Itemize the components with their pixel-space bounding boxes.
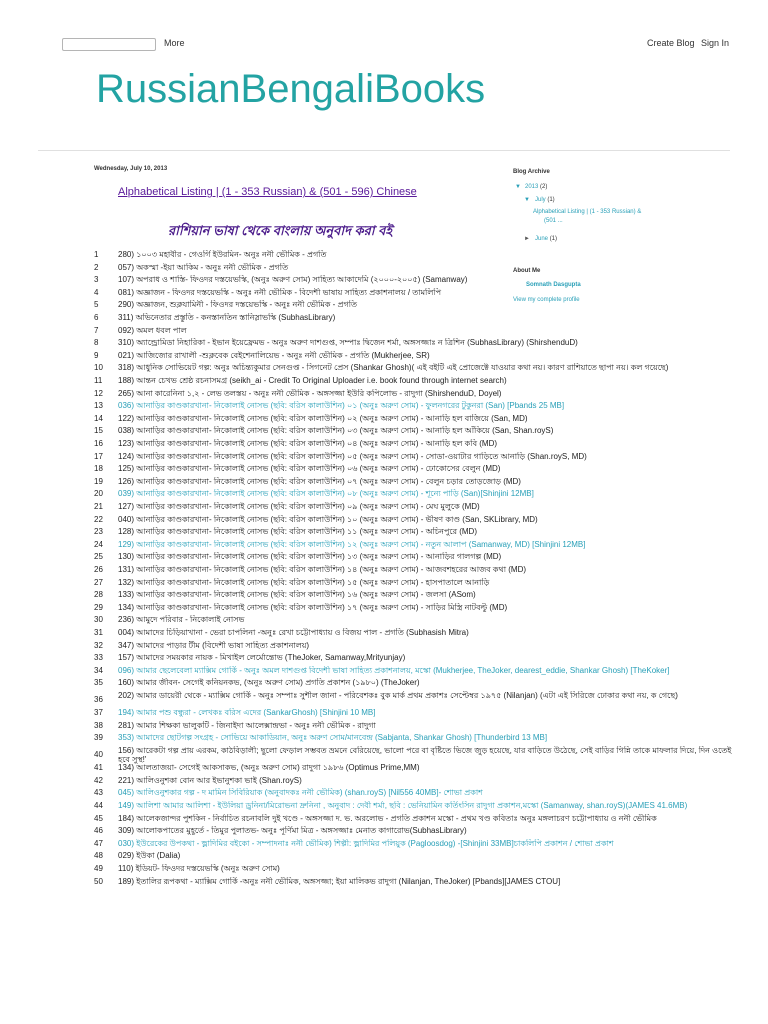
book-entry: 128) আনাড়ির কাণ্ডকারখানা- নিকোলাই নোসভ (ছবি: বরিস কালাউশিন) ১১ (অনুঃ অরুণ সোম) - অচিনপুরে (MD) — [118, 527, 477, 537]
row-number: 21 — [94, 502, 103, 511]
row-number: 9 — [94, 350, 99, 360]
row-number: 37 — [94, 708, 103, 718]
book-entry: 184) আলেকজান্দর পুশকিন - নির্বাচিত রচনাবলি দুই খণ্ডে - অঙ্গসজ্জা দ. ভ. অরলোভ - প্রগতি প্রকাশন মস্কো - প্রথম খণ্ড কবিতাঃ অনুঃ মঙ্গলাচরণ চট্টোপাধ্যায় ও ননী ভৌমিক — [118, 813, 657, 823]
create-blog-link[interactable]: Create Blog — [647, 38, 695, 48]
book-entry: 057) অকস্মা -ইয়া আকিম - অনুঃ ননী ভৌমিক - প্রগতি — [118, 262, 289, 272]
post-title[interactable]: Alphabetical Listing | (1 - 353 Russian) & (501 - 596) Chinese — [118, 186, 417, 198]
row-number: 38 — [94, 720, 103, 730]
row-number: 39 — [94, 733, 103, 743]
collapse-month-icon[interactable]: ► — [524, 236, 530, 242]
row-number: 45 — [94, 813, 103, 823]
book-entry: 038) আনাড়ির কাণ্ডকারখানা- নিকোলাই নোসভ (ছবি: বরিস কালাউশিন) ০৩ (অনুঃ অরুণ সোম) - আনাড়ি হল আঁকিয়ে (San, Shan.royS) — [118, 426, 554, 436]
row-number: 20 — [94, 489, 103, 499]
book-entry: 160) আমার জীবন- সেগেই কনিয়নকভ, (অনুঃ অরুণ সোম) প্রগতি প্রকাশন (১৯৮০) (TheJoker) — [118, 678, 420, 688]
archive-month-june[interactable] — [535, 236, 557, 242]
about-me-heading: About Me — [513, 268, 541, 274]
book-entry: 318) আধুনিক সোভিয়েট গল্প: অনুঃ অচিন্ত্যকুমার সেনগুপ্ত - সিগনেট প্রেস (Shankar Ghosh)( এই বইটি এই প্রোজেক্টে যাওয়ার কথা নয়। কারণ রাশিয়াতে ছাপা নয়। কল গয়েছে) — [118, 363, 669, 373]
book-entry: 311) অভিনেতার প্রস্তুতি - কনস্তানতিন স্তানিস্লাভস্কি (SubhasLibrary) — [118, 313, 336, 322]
book-entry: 092) অমল ধবল পাল — [118, 325, 187, 335]
row-number: 48 — [94, 851, 103, 861]
row-number: 25 — [94, 552, 103, 562]
book-link[interactable]: 096) আমার ছেলেবেলা ম্যাক্সিম গোর্কি - অনুঃ অমল দাশগুপ্ত বিদেশী ভাষা সাহিত্য প্রকাশনালয়, মস্কো (Mukherjee, TheJoker, dearest_eddie, Shankar Ghosh) [TheKoker] — [118, 665, 670, 675]
row-number: 42 — [94, 775, 103, 785]
row-number: 30 — [94, 615, 103, 625]
book-entry: 189) ইতালির রূপকথা - ম্যাক্সিম গোর্কি -অনুঃ ননী ভৌমিক, অঙ্গসজ্জা; ইয়া মালিকভ রাদুগা (Nilanjan, TheJoker) [Pbands][JAMES CTOU] — [118, 876, 561, 886]
book-entry: 202) আমার ডায়েরী থেকে - ম্যাক্সিম গোর্কি - অনুঃ সম্পাঃ সুশীল জানা - পরিবেশকঃ বুক মার্ক প্রথম প্রকাশঃ সেপ্টেম্বর ১৯৭৫ (Nilanjan) (এটা এই সিরিজে ঢোকার কথা নয়, ক গেছে) — [118, 691, 678, 700]
book-entry: 004) আমাদের চিড়িয়াখানা - ভেরা চাপলিনা -অনুঃ রেখা চট্টোপাধ্যায় ও বিজয় পাল - প্রগতি (Subhasish Mitra) — [118, 628, 469, 637]
profile-link[interactable]: View my complete profile — [513, 297, 580, 303]
row-number: 17 — [94, 451, 103, 461]
archive-month-july-label[interactable]: July — [535, 197, 546, 203]
book-link[interactable]: 036) আনাড়ির কাণ্ডকারখানা- নিকোলাই নোসভ (ছবি: বরিস কালাউশিন) ০১ (অনুঃ অরুণ সোম) - ফুলনগরের টুকুনরা (San) [Pbands 25 MB] — [118, 401, 565, 411]
blog-title[interactable]: RussianBengaliBooks — [96, 67, 486, 111]
book-entry: 134) আনাড়ির কাণ্ডকারখানা- নিকোলাই নোসভ (ছবি: বরিস কালাউশিন) ১৭ (অনুঃ অরুণ সোম) - সাড়ির মিস্ত্রি নাটবল্টু (MD) — [118, 602, 508, 612]
archive-month-july[interactable] — [535, 197, 555, 203]
book-entry: 157) আমাদের সময়কার নায়ক - মিখাইল লের্মোন্তোভ (TheJoker, Samanway,Mrityunjay) — [118, 653, 406, 663]
book-entry: 040) আনাড়ির কাণ্ডকারখানা- নিকোলাই নোসভ (ছবি: বরিস কালাউশিন) ১০ (অনুঃ অরুণ সোম) - ভীষণ কাণ্ড (San, SKLibrary, MD) — [118, 514, 538, 524]
book-entry: 236) আমুদে পরিবার - নিকোলাই নোসভ — [118, 615, 245, 625]
book-entry: 347) আমাদের পাড়ার টীম (বিদেশী ভাষা সাহিত্য প্রকাশনালয়) — [118, 640, 310, 650]
archive-heading: Blog Archive — [513, 169, 550, 175]
archive-month-june-label[interactable]: June — [535, 236, 549, 242]
book-link[interactable]: 129) আনাড়ির কাণ্ডকারখানা- নিকোলাই নোসভ (ছবি: বরিস কালাউশিন) ১২ (অনুঃ অরুণ সোম) - নতুন আলাপ (Samanway, MD) [Shinjini 12MB] — [118, 539, 586, 549]
archive-month-june-count: (1) — [549, 236, 558, 242]
book-entry: 132) আনাড়ির কাণ্ডকারখানা- নিকোলাই নোসভ (ছবি: বরিস কালাউশিন) ১৫ (অনুঃ অরুণ সোম) - হাসপাতালে আনাড়ি — [118, 577, 490, 587]
row-number: 46 — [94, 826, 103, 836]
archive-month-july-count: (1) — [547, 197, 555, 203]
book-entry: 125) আনাড়ির কাণ্ডকারখানা- নিকোলাই নোসভ (ছবি: বরিস কালাউশিন) ০৬ (অনুঃ অরুণ সোম) - ঢোকোসের বেলুন (MD) — [118, 464, 501, 474]
row-number: 28 — [94, 590, 103, 600]
row-number: 19 — [94, 476, 103, 486]
post-date: Wednesday, July 10, 2013 — [94, 166, 168, 172]
book-entry: 131) আনাড়ির কাণ্ডকারখানা- নিকোলাই নোসভ (ছবি: বরিস কালাউশিন) ১৪ (অনুঃ অরুণ সোম) - আজবশহরের আজব কথা (MD) — [118, 565, 527, 574]
row-number: 49 — [94, 864, 103, 873]
book-entry: 133) আনাড়ির কাণ্ডকারখানা- নিকোলাই নোসভ (ছবি: বরিস কালাউশিন) ১৬ (অনুঃ অরুণ সোম) - জলসা (ASom) — [118, 590, 476, 600]
book-entry: 122) আনাড়ির কাণ্ডকারখানা- নিকোলাই নোসভ (ছবি: বরিস কালাউশিন) ০২ (অনুঃ অরুণ সোম) - আনাড়ি হল বাজিয়ে (San, MD) — [118, 413, 528, 423]
book-entry: 265) আনা কারেনিনা ১,২ - লেভ তলস্তয় - অনুঃ ননী ভৌমিক - অঙ্গসজ্জা ইউরি কপিলোভ - রাদুগা (ShirshenduD, Doyel) — [118, 388, 502, 398]
row-number: 27 — [94, 577, 103, 587]
archive-year-label[interactable]: 2013 — [525, 184, 539, 190]
book-entry: 107) অপরাধ ও শাস্তি- ফিওদর দস্তয়েভস্কি, (অনুঃ অরুণ সোম) সাহিত্য আকাদেমি (২০০০-২০০৫) (Samanway) — [118, 275, 468, 285]
row-number: 33 — [94, 653, 103, 663]
row-number: 2 — [94, 262, 99, 272]
book-entry: 309) আলোকপাতের মুহূর্তে - তিমুর পুলাতভ- অনুঃ পূর্ণিমা মিত্র - অঙ্গসজ্জাঃ মেনাত কাগারোভ(SubhasLibrary) — [118, 826, 467, 836]
row-number: 22 — [94, 514, 103, 524]
row-number: 24 — [94, 539, 103, 549]
row-number: 41 — [94, 763, 103, 773]
row-number: 10 — [94, 363, 103, 373]
book-link[interactable]: 149) আলিশা আমার আলিশা - ইউলিয়া ড্রুনিনা/মিরোভনা দ্রুনিনা , অনুবাদ : দেবী শর্মা, ছবি : ভেনিয়ামিন কর্তিংসিন রাদুগা প্রকাশন,মস্কো (Samanway, shan.royS)(JAMES 41.6MB) — [118, 801, 688, 810]
book-entry: 127) আনাড়ির কাণ্ডকারখানা- নিকোলাই নোসভ (ছবি: বরিস কালাউশিন) ০৯ (অনুঃ অরুণ সোম) - মেঘ মুলুকে (MD) — [118, 502, 480, 511]
row-number: 26 — [94, 565, 103, 574]
book-link[interactable]: 039) আনাড়ির কাণ্ডকারখানা- নিকোলাই নোসভ (ছবি: বরিস কালাউশিন) ০৮ (অনুঃ অরুণ সোম) - শূন্যে পাড়ি (San)[Shinjini 12MB] — [118, 489, 534, 499]
book-entry: 290) অজ্ঞাজন, শুক্লযামিনী - ফিওদর দস্তয়েভস্কি - অনুঃ ননী ভৌমিক - প্রগতি — [118, 300, 358, 310]
book-entry: 110) ইডিয়ট- ফিওদর দস্তয়েভস্কি (অনুঃ অরুণ সোম) — [118, 864, 280, 873]
row-number: 18 — [94, 464, 103, 474]
row-number: 36 — [94, 695, 103, 704]
row-number: 29 — [94, 602, 103, 612]
post-subheading: রাশিয়ান ভাষা থেকে বাংলায় অনুবাদ করা বই — [168, 223, 393, 238]
row-number: 35 — [94, 678, 103, 688]
row-number: 15 — [94, 426, 103, 436]
row-number: 44 — [94, 801, 103, 810]
book-link[interactable]: 194) আমার পশু বন্ধুরা - লেখকঃ বরিস এদের (SankarGhosh) [Shinjini 10 MB] — [118, 708, 376, 718]
book-entry: 021) আজিজোর রাখালী -শুক্লবেক বেইশেনালিয়েভ - অনুঃ ননী ভৌমিক - প্রগতি (Mukherjee, SR) — [118, 350, 430, 360]
row-number: 40 — [94, 750, 103, 759]
author-name-link[interactable]: Somnath Dasgupta — [526, 282, 581, 288]
archive-year[interactable] — [525, 184, 547, 190]
row-number: 47 — [94, 838, 103, 848]
row-number: 5 — [94, 300, 99, 310]
book-entry: 134) আলতাজয়া- সেগেই আকসাকভ, (অনুঃ অরুণ সোম) রাদুগা ১৯৮৬ (Optimus Prime,MM) — [118, 763, 420, 773]
row-number: 32 — [94, 640, 103, 650]
row-number: 1 — [94, 250, 99, 259]
row-number: 16 — [94, 439, 103, 448]
expand-year-icon[interactable]: ▼ — [515, 184, 521, 190]
row-number: 50 — [94, 876, 103, 886]
book-entry: 130) আনাড়ির কাণ্ডকারখানা- নিকোলাই নোসভ (ছবি: বরিস কালাউশিন) ১৩ (অনুঃ অরুণ সোম) - আনাড়ির গালগল্প (MD) — [118, 552, 502, 562]
row-number: 31 — [94, 628, 103, 637]
sign-in-link[interactable]: Sign In — [701, 38, 730, 48]
archive-year-count: (2) — [540, 184, 548, 190]
row-number: 3 — [94, 275, 99, 285]
book-entry: 156) আরেকটা গল্প প্রায় এরকম, কাঠবিড়ালী; ছুলো ফেড়াল সম্ভবত ভ্রমনে বেরিয়েছে, ভালো পরে বা বৃষ্টিতে ভিজে জুড় হয়েছে, যার বাড়িতে উঠেছে, সেই বাড়ির গিন্নি তাকে মাফলার দিয়ে, দিন ওতেই হবে সুস্থ!' — [118, 746, 732, 764]
more-link[interactable]: More — [164, 38, 185, 48]
book-entry: 126) আনাড়ির কাণ্ডকারখানা- নিকোলাই নোসভ (ছবি: বরিস কালাউশিন) ০৭ (অনুঃ অরুণ সোম) - বেলুন চড়ার তোড়জোড় (MD) — [118, 476, 521, 486]
book-entry: 124) আনাড়ির কাণ্ডকারখানা- নিকোলাই নোসভ (ছবি: বরিস কালাউশিন) ০৫ (অনুঃ অরুণ সোম) - সোডা-ওয়াটার গাড়িতে আনাড়ি (Shan.royS, MD) — [118, 451, 587, 461]
archive-post-link[interactable]: Alphabetical Listing | (1 - 353 Russian) & — [533, 209, 642, 215]
book-link[interactable]: 045) আলিওনুশকার গল্প - দ মামিন সিবিরিয়াক (অনুবাদকঃ ননী ভৌমিক) (shan.royS) [Nil556 40MB]- শোভা প্রকাশ — [118, 788, 483, 798]
expand-month-icon[interactable]: ▼ — [524, 197, 530, 203]
book-entry: 029) ইউকা (Dalia) — [118, 851, 181, 861]
row-number: 4 — [94, 287, 99, 297]
row-number: 12 — [94, 388, 103, 398]
row-number: 34 — [94, 665, 103, 675]
row-number: 43 — [94, 788, 103, 798]
row-number: 6 — [94, 313, 99, 322]
archive-post-link-cont[interactable]: (501 ... — [544, 218, 563, 224]
book-entry: 123) আনাড়ির কাণ্ডকারখানা- নিকোলাই নোসভ (ছবি: বরিস কালাউশিন) ০৪ (অনুঃ অরুণ সোম) - আনাড়ি হল কবি (MD) — [118, 439, 498, 448]
row-number: 14 — [94, 413, 103, 423]
row-number: 11 — [94, 376, 103, 385]
row-number: 7 — [94, 325, 99, 335]
book-link[interactable]: 353) আমাদের ছোটগল্প সংগ্রহ - সোভিয়ে আকাডিয়ান, অনুঃ অরুণ সোম/মানবেন্দ্র (Sabjanta, Shankar Ghosh) [Thunderbird 13 MB] — [118, 733, 548, 743]
book-entry: 221) আলিওনুশকা বোন আর ইভানুশকা ভাই (Shan.royS) — [118, 775, 302, 785]
book-entry: 188) আন্তন চেখভ শ্রেষ্ঠ রচনাসমগ্র (seikh_ai - Credit To Original Uploader i.e. book found through internet search) — [118, 376, 507, 385]
row-number: 8 — [94, 338, 99, 348]
book-entry: 280) ১০০৩ মহাবীর - গেওর্গি ইউরমিন- অনুঃ ননী ভৌমিক - প্রগতি — [118, 250, 327, 259]
row-number: 13 — [94, 401, 103, 411]
book-entry: 081) অজ্ঞাজন - ফিওদর দস্তয়েভস্কি - অনুঃ ননী ভৌমিক - বিদেশী ভাষায় সাহিত্য প্রকাশনালয় / তামলিপি — [118, 287, 442, 297]
book-link[interactable]: 030) ইউরেকের উপকথা - ভ্লাদিমির বইকো - সম্পাদনাঃ ননী ভৌমিক) শিল্পী: ভ্লাদিমির পলিয়ুক (Pagloosdog) -[Shinjini 33MB]চাকলিপি প্রকাশন / শোভা প্রকাশ — [118, 838, 614, 848]
book-entry: 310) অ্যান্ড্রোমিডা নিহারিকা - ইভান ইয়েফ্রেমভ - অনুঃ অরুণ দাশগুপ্ত, সম্পাঃ দ্বিজেন শর্মা, অঙ্গসজ্জাঃ ন ত্রিশিন (SubhasLibrary) (ShirshenduD) — [118, 338, 578, 348]
row-number: 23 — [94, 527, 103, 537]
book-entry: 281) আমার শিক্ষকা ভালুকটি - জিনাইদা আলেক্সান্দ্রভা - অনুঃ ননী ভৌমিক - রাদুগা — [118, 720, 376, 730]
